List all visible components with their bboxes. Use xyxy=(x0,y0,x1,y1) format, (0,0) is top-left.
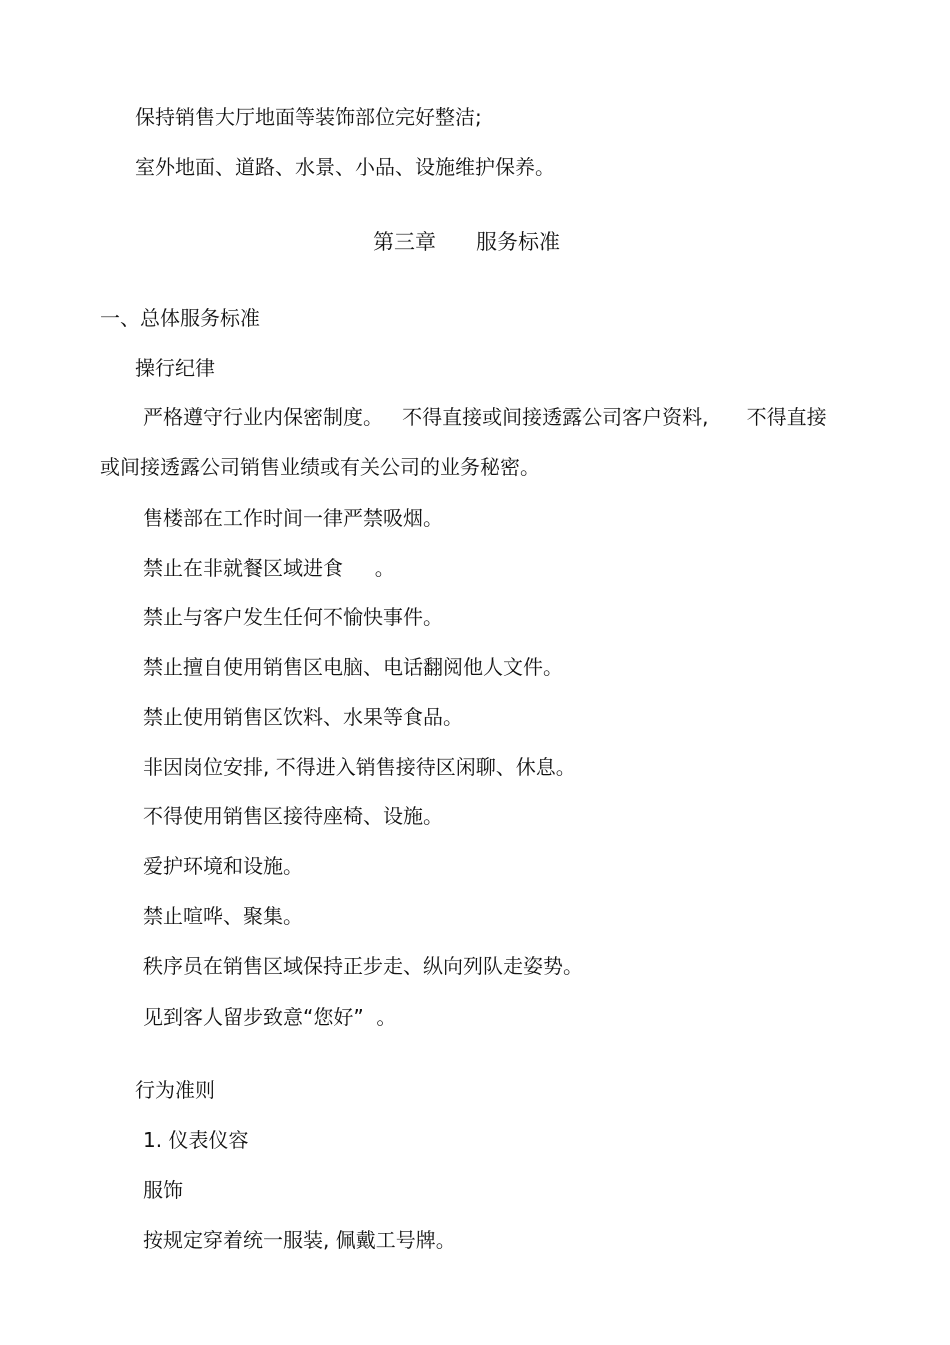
list-item: 禁止喧哗、聚集。 xyxy=(143,904,303,928)
list-item: 禁止使用销售区饮料、水果等食品。 xyxy=(143,705,463,729)
discipline-paragraph-line2: 或间接透露公司销售业绩或有关公司的业务秘密。 xyxy=(100,455,540,479)
list-item: 非因岗位安排, 不得进入销售接待区闲聊、休息。 xyxy=(143,755,576,779)
list-item: 秩序员在销售区域保持正步走、纵向列队走姿势。 xyxy=(143,954,583,978)
chapter-title: 第三章 服务标准 xyxy=(373,230,561,254)
conduct-sub-clothing: 服饰 xyxy=(143,1178,183,1202)
list-item: 禁止与客户发生任何不愉快事件。 xyxy=(143,605,443,629)
list-item: 爱护环境和设施。 xyxy=(143,854,303,878)
sub-heading-conduct: 行为准则 xyxy=(135,1078,215,1102)
discipline-paragraph-line1: 严格遵守行业内保密制度。 不得直接或间接透露公司客户资料, 不得直接 xyxy=(143,405,827,429)
list-item: 禁止在非就餐区域进食 。 xyxy=(143,556,395,580)
list-item: 不得使用销售区接待座椅、设施。 xyxy=(143,804,443,828)
list-item: 见到客人留步致意“您好” 。 xyxy=(143,1005,397,1029)
conduct-item-appearance: 1. 仪表仪容 xyxy=(143,1128,249,1152)
conduct-clothing-text: 按规定穿着统一服装, 佩戴工号牌。 xyxy=(143,1228,456,1252)
sub-heading-discipline: 操行纪律 xyxy=(135,356,215,380)
list-item: 售楼部在工作时间一律严禁吸烟。 xyxy=(143,506,443,530)
section-heading: 一、总体服务标准 xyxy=(100,306,260,330)
paragraph-outdoor-maintenance: 室外地面、道路、水景、小品、设施维护保养。 xyxy=(135,155,555,179)
list-item: 禁止擅自使用销售区电脑、电话翻阅他人文件。 xyxy=(143,655,563,679)
paragraph-lobby-clean: 保持销售大厅地面等装饰部位完好整洁; xyxy=(135,105,482,129)
